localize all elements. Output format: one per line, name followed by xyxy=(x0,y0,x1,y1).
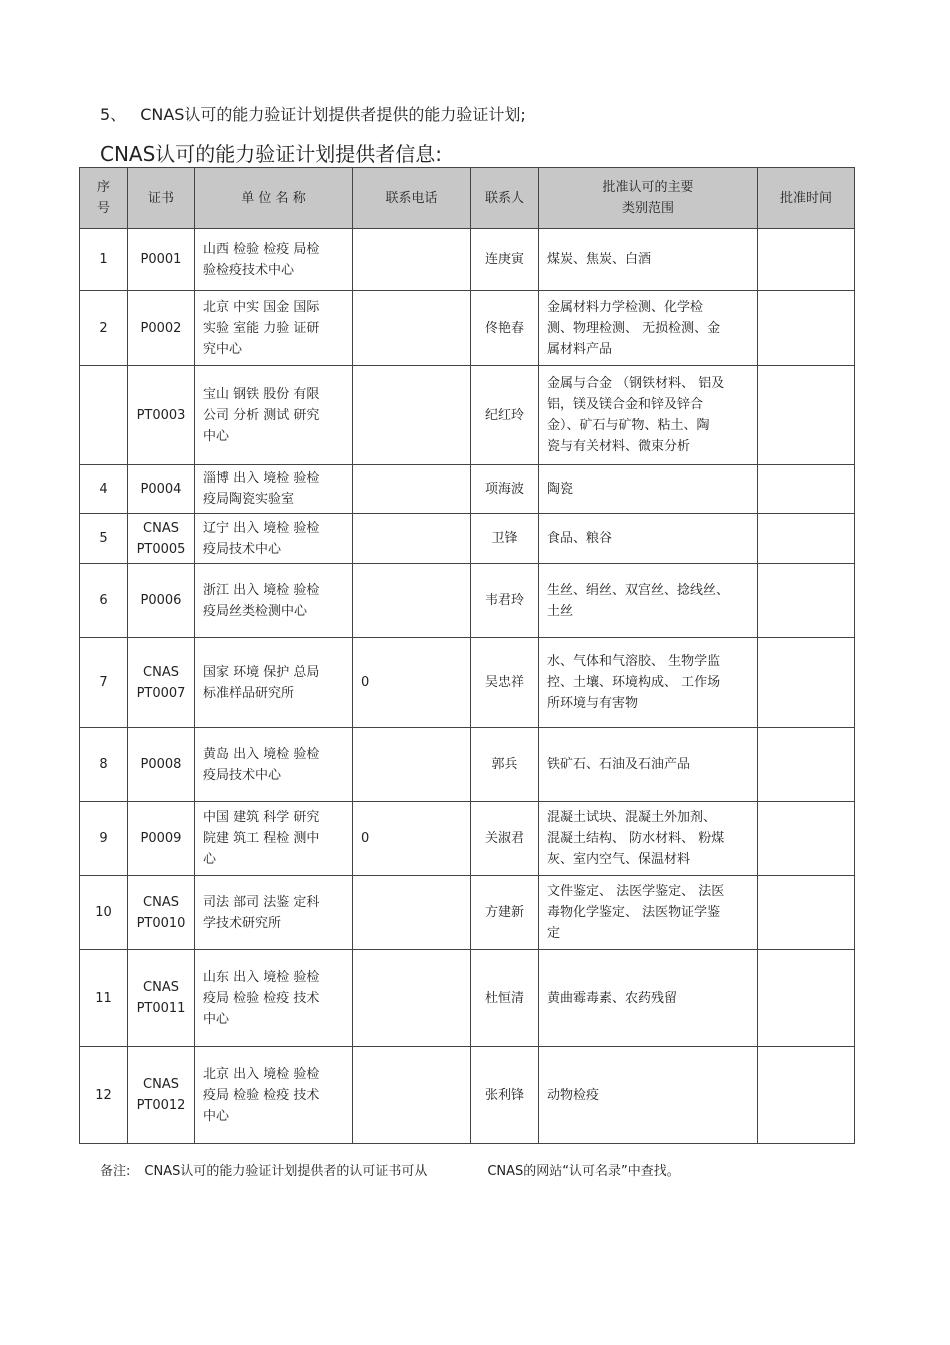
cell-date xyxy=(758,728,855,802)
cell-unit-name xyxy=(195,465,353,514)
cell-unit-name xyxy=(195,638,353,728)
cell-cert-line: PT0005 xyxy=(136,541,186,557)
cell-unit-name xyxy=(195,950,353,1047)
cell-phone xyxy=(353,876,471,950)
provider-table xyxy=(79,167,855,1144)
cell-scope-line: 混凝土结构、 防水材料、 粉煤 xyxy=(547,831,725,846)
cell-cert-line: P0006 xyxy=(140,593,182,608)
header-contact: 联系人 xyxy=(471,168,539,229)
footnote-text-a: CNAS认可的能力验证计划提供者的认可证书可从 xyxy=(144,1164,428,1179)
cell-date xyxy=(758,465,855,514)
cell-phone xyxy=(353,465,471,514)
footnote-label: 备注: xyxy=(100,1164,131,1179)
cell-cert-line: P0001 xyxy=(140,252,182,267)
cell-cert-line: CNAS xyxy=(143,664,179,680)
cell-scope-line: 混凝土试块、混凝土外加剂、 xyxy=(547,810,717,825)
table-row xyxy=(80,291,855,366)
cell-unit-name xyxy=(195,514,353,564)
cell-phone: 0 xyxy=(353,638,471,728)
cell-unit-name-line: 浙江 出入 境检 验检 xyxy=(203,582,320,598)
cell-contact: 卫锋 xyxy=(471,514,539,564)
header-index-line: 序 xyxy=(96,180,110,195)
cell-cert-line: CNAS xyxy=(143,980,179,995)
cell-scope-line: 金属与合金 （钢铁材料、 铝及 xyxy=(547,376,725,391)
cell-unit-name-line: 北京 出入 境检 验检 xyxy=(203,1066,320,1082)
cell-phone xyxy=(353,291,471,366)
cell-unit-name-line: 黄岛 出入 境检 验检 xyxy=(203,746,320,762)
cell-scope-line: 金）、矿石与矿物、粘土、陶 xyxy=(547,418,710,433)
cell-scope-line: 铝，镁及镁合金和锌及锌合 xyxy=(547,397,704,412)
cell-unit-name-line: 淄博 出入 境检 验检 xyxy=(203,471,320,486)
cell-scope xyxy=(539,950,758,1047)
cell-unit-name-line: 司法 部司 法鉴 定科 xyxy=(203,894,320,910)
cell-index: 11 xyxy=(80,950,128,1047)
header-phone: 联系电话 xyxy=(353,168,471,229)
table-row xyxy=(80,514,855,564)
cell-date xyxy=(758,950,855,1047)
cell-phone xyxy=(353,229,471,291)
cell-index: 10 xyxy=(80,876,128,950)
footnote-text-b: CNAS的网站“认可名录”中查找。 xyxy=(487,1164,680,1179)
cell-phone xyxy=(353,514,471,564)
cell-contact: 项海波 xyxy=(471,465,539,514)
cell-cert xyxy=(128,514,195,564)
cell-index: 8 xyxy=(80,728,128,802)
cell-cert-line: PT0010 xyxy=(136,915,186,931)
cell-phone xyxy=(353,950,471,1047)
cell-unit-name-line: 院建 筑工 程检 测中 xyxy=(203,831,320,846)
cell-scope xyxy=(539,465,758,514)
cell-contact: 郭兵 xyxy=(471,728,539,802)
cell-scope-line: 金属材料力学检测、化学检 xyxy=(547,299,704,315)
cell-phone xyxy=(353,728,471,802)
cell-cert xyxy=(128,229,195,291)
cell-unit-name-line: 山东 出入 境检 验检 xyxy=(203,969,320,985)
cell-scope-line: 测、物理检测、 无损检测、金 xyxy=(547,320,721,336)
cell-contact: 吴忠祥 xyxy=(471,638,539,728)
cell-cert xyxy=(128,802,195,876)
cell-scope xyxy=(539,1047,758,1144)
cell-scope-line: 定 xyxy=(547,926,561,941)
table-row xyxy=(80,638,855,728)
cell-scope-line: 土丝 xyxy=(547,603,574,619)
cell-scope-line: 控、土壤、环境构成、 工作场 xyxy=(547,675,721,690)
header-unit: 单 位 名 称 xyxy=(195,168,353,229)
cell-contact: 纪红玲 xyxy=(471,366,539,465)
cell-cert xyxy=(128,465,195,514)
item-heading xyxy=(100,102,526,125)
cell-date xyxy=(758,229,855,291)
cell-cert-line: PT0007 xyxy=(136,685,186,701)
cell-contact: 张利锋 xyxy=(471,1047,539,1144)
cell-unit-name xyxy=(195,291,353,366)
cell-scope xyxy=(539,564,758,638)
cell-cert-line: PT0012 xyxy=(136,1098,186,1113)
cell-cert xyxy=(128,366,195,465)
cell-unit-name xyxy=(195,564,353,638)
header-scope xyxy=(539,168,758,229)
cell-unit-name-line: 疫局 检验 检疫 技术 xyxy=(203,990,320,1006)
table-header-row xyxy=(80,168,855,229)
item-number: 5、 xyxy=(100,105,127,124)
cell-unit-name xyxy=(195,229,353,291)
cell-cert xyxy=(128,564,195,638)
cell-scope-line: 水、气体和气溶胶、 生物学监 xyxy=(547,654,721,669)
cell-index: 2 xyxy=(80,291,128,366)
header-scope-line: 类别范围 xyxy=(621,201,674,216)
cell-unit-name-line: 公司 分析 测试 研究 xyxy=(203,407,320,423)
table-row xyxy=(80,950,855,1047)
cell-scope xyxy=(539,514,758,564)
cell-scope-line: 生丝、绢丝、双宫丝、捻线丝、 xyxy=(547,582,730,598)
cell-unit-name-line: 究中心 xyxy=(203,341,243,357)
cell-unit-name xyxy=(195,802,353,876)
cell-unit-name-line: 疫局技术中心 xyxy=(203,541,282,557)
cell-index: 1 xyxy=(80,229,128,291)
cell-date xyxy=(758,564,855,638)
table-row xyxy=(80,876,855,950)
cell-scope-line: 铁矿石、石油及石油产品 xyxy=(547,757,691,772)
cell-cert-line: PT0011 xyxy=(136,1001,186,1016)
cell-contact: 连庚寅 xyxy=(471,229,539,291)
cell-cert-line: P0004 xyxy=(140,481,182,497)
cell-contact: 关淑君 xyxy=(471,802,539,876)
table-row xyxy=(80,229,855,291)
cell-scope-line: 瓷与有关材料、微束分析 xyxy=(547,439,691,454)
cell-scope-line: 毒物化学鉴定、 法医物证学鉴 xyxy=(547,905,721,920)
cell-unit-name-line: 疫局技术中心 xyxy=(203,767,282,783)
cell-cert-line: P0002 xyxy=(140,320,182,336)
cell-date xyxy=(758,291,855,366)
cell-cert xyxy=(128,876,195,950)
cell-unit-name-line: 辽宁 出入 境检 验检 xyxy=(203,520,320,536)
header-cert: 证书 xyxy=(128,168,195,229)
cell-scope xyxy=(539,291,758,366)
cell-unit-name-line: 验检疫技术中心 xyxy=(203,262,295,278)
cell-phone xyxy=(353,564,471,638)
cell-index: 5 xyxy=(80,514,128,564)
cell-unit-name-line: 疫局丝类检测中心 xyxy=(203,603,308,619)
cell-unit-name-line: 国家 环境 保护 总局 xyxy=(203,664,320,680)
table-row xyxy=(80,564,855,638)
cell-index: 12 xyxy=(80,1047,128,1144)
cell-unit-name-line: 中心 xyxy=(203,1011,230,1027)
cell-unit-name xyxy=(195,366,353,465)
item-text: CNAS认可的能力验证计划提供者提供的能力验证计划; xyxy=(140,105,526,124)
cell-index: 6 xyxy=(80,564,128,638)
cell-index xyxy=(80,366,128,465)
cell-unit-name-line: 心 xyxy=(203,852,217,867)
table-row xyxy=(80,728,855,802)
cell-unit-name-line: 疫局 检验 检疫 技术 xyxy=(203,1087,320,1103)
cell-unit-name xyxy=(195,876,353,950)
cell-index: 7 xyxy=(80,638,128,728)
cell-unit-name-line: 学技术研究所 xyxy=(203,915,282,931)
cell-cert-line: PT0003 xyxy=(136,407,186,423)
table-row xyxy=(80,465,855,514)
header-index-line: 号 xyxy=(96,201,110,216)
cell-phone xyxy=(353,1047,471,1144)
cell-contact: 佟艳春 xyxy=(471,291,539,366)
footnote xyxy=(100,1160,680,1179)
cell-scope-line: 黄曲霉毒素、农药残留 xyxy=(547,990,678,1006)
cell-scope-line: 文件鉴定、 法医学鉴定、 法医 xyxy=(547,884,725,899)
header-index xyxy=(80,168,128,229)
cell-phone xyxy=(353,366,471,465)
cell-scope-line: 动物检疫 xyxy=(547,1087,600,1103)
header-date: 批准时间 xyxy=(758,168,855,229)
cell-cert xyxy=(128,291,195,366)
cell-contact: 杜恒清 xyxy=(471,950,539,1047)
cell-unit-name-line: 宝山 钢铁 股份 有限 xyxy=(203,386,320,402)
cell-scope xyxy=(539,728,758,802)
cell-index: 4 xyxy=(80,465,128,514)
cell-scope xyxy=(539,876,758,950)
cell-scope-line: 陶瓷 xyxy=(547,481,574,497)
cell-unit-name-line: 北京 中实 国金 国际 xyxy=(203,299,320,315)
cell-cert xyxy=(128,638,195,728)
cell-phone: 0 xyxy=(353,802,471,876)
header-scope-line: 批准认可的主要 xyxy=(602,180,694,195)
cell-scope xyxy=(539,229,758,291)
cell-unit-name-line: 中心 xyxy=(203,428,230,444)
cell-unit-name-line: 中国 建筑 科学 研究 xyxy=(203,810,320,825)
table-row xyxy=(80,366,855,465)
cell-contact: 方建新 xyxy=(471,876,539,950)
cell-scope-line: 属材料产品 xyxy=(547,341,613,357)
cell-date xyxy=(758,876,855,950)
cell-cert-line: CNAS xyxy=(143,520,179,536)
cell-index: 9 xyxy=(80,802,128,876)
cell-cert-line: P0008 xyxy=(140,757,182,772)
cell-scope xyxy=(539,638,758,728)
cell-unit-name-line: 实验 室能 力验 证研 xyxy=(203,320,320,336)
cell-unit-name-line: 中心 xyxy=(203,1108,230,1124)
cell-unit-name-line: 山西 检验 检疫 局检 xyxy=(203,241,320,257)
cell-contact: 韦君玲 xyxy=(471,564,539,638)
cell-cert-line: CNAS xyxy=(143,894,179,910)
cell-date xyxy=(758,514,855,564)
cell-unit-name xyxy=(195,1047,353,1144)
table-row xyxy=(80,802,855,876)
cell-date xyxy=(758,1047,855,1144)
cell-scope-line: 煤炭、焦炭、白酒 xyxy=(547,252,652,267)
cell-cert xyxy=(128,1047,195,1144)
table-row xyxy=(80,1047,855,1144)
cell-scope xyxy=(539,802,758,876)
cell-date xyxy=(758,366,855,465)
cell-scope-line: 所环境与有害物 xyxy=(547,696,639,711)
cell-cert-line: CNAS xyxy=(143,1077,179,1092)
cell-unit-name xyxy=(195,728,353,802)
cell-scope-line: 灰、室内空气、保温材料 xyxy=(547,852,691,867)
cell-date xyxy=(758,802,855,876)
cell-unit-name-line: 标准样品研究所 xyxy=(203,685,295,701)
cell-cert-line: P0009 xyxy=(140,831,182,846)
table-body xyxy=(80,229,855,1144)
cell-scope-line: 食品、粮谷 xyxy=(547,531,613,546)
section-subheading: CNAS认可的能力验证计划提供者信息: xyxy=(100,142,443,166)
cell-cert xyxy=(128,950,195,1047)
cell-scope xyxy=(539,366,758,465)
cell-unit-name-line: 疫局陶瓷实验室 xyxy=(203,492,295,507)
cell-cert xyxy=(128,728,195,802)
cell-date xyxy=(758,638,855,728)
